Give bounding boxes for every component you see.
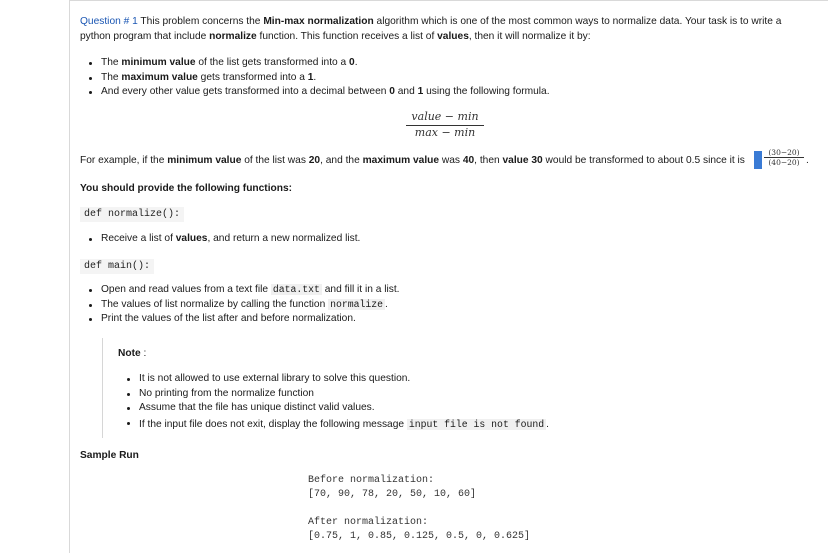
question-label: Question # 1 [80, 16, 138, 27]
list-item: The minimum value of the list gets transformed into a 0. [80, 56, 550, 71]
sample-before-label: Before normalization: [308, 475, 435, 486]
example-end: . [806, 155, 809, 166]
list-item: It is not allowed to use external library to solve this question. [118, 372, 549, 387]
note-list [118, 372, 549, 433]
normalize-signature: def normalize(): [80, 207, 184, 222]
question-intro-line2: python program that include normalize function. This function receives a list of values, then it will normalize it by: [80, 31, 591, 42]
question-intro-line1: Question # 1 This problem concerns the Min-max normalization algorithm which is one of the most common ways to normalize data. Your task is to write a [80, 16, 782, 27]
example-sentence: For example, if the minimum value of the list was 20, and the maximum value was 40, then value 30 would be transformed to about 0.5 since it is [80, 155, 745, 166]
example-fraction: (30−20) (40−20) [764, 148, 804, 167]
list-item: Open and read values from a text file data.txt and fill it in a list. [80, 283, 400, 298]
error-message-code: input file is not found [408, 418, 545, 430]
rules-list [80, 56, 550, 100]
main-signature: def main(): [80, 259, 154, 274]
normalization-formula [400, 110, 490, 139]
main-list [80, 283, 400, 327]
list-item: And every other value gets transformed into a decimal between 0 and 1 using the following formula. [80, 85, 550, 100]
formula-numerator: value − min [411, 110, 479, 123]
text-selection-highlight [754, 151, 762, 169]
sample-before-values: [70, 90, 78, 20, 50, 10, 60] [308, 489, 477, 500]
formula-denominator: max − min [414, 126, 476, 139]
list-item: Assume that the file has unique distinct valid values. [118, 401, 549, 416]
list-item: If the input file does not exit, display the following message input file is not found . [118, 416, 549, 433]
functions-heading: You should provide the following functions: [80, 183, 293, 194]
note-title: Note : [118, 348, 147, 359]
list-item: Receive a list of values, and return a new normalized list. [80, 232, 360, 247]
list-item: Print the values of the list after and before normalization. [80, 312, 400, 327]
sample-after-values: [0.75, 1, 0.85, 0.125, 0.5, 0, 0.625] [308, 531, 531, 542]
list-item: No printing from the normalize function [118, 387, 549, 402]
normalize-list [80, 232, 360, 247]
sample-run-heading: Sample Run [80, 450, 139, 461]
sample-after-label: After normalization: [308, 517, 429, 528]
list-item: The values of list normalize by calling the function normalize . [80, 298, 400, 313]
list-item: The maximum value gets transformed into a 1. [80, 71, 550, 86]
